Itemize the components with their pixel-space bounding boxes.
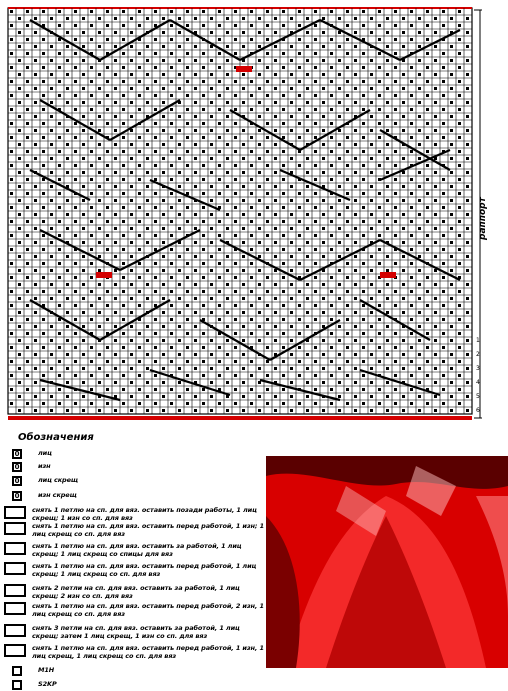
legend-item: [4, 449, 52, 459]
legend-text: лиц скрещ: [38, 476, 79, 484]
legend-item: [4, 476, 78, 486]
legend-item: [4, 542, 267, 558]
legend-symbol-icon: [4, 562, 26, 575]
row-number: 1: [476, 337, 480, 344]
row-number: 3: [476, 365, 480, 372]
legend-item: [4, 522, 267, 538]
legend-item: [4, 624, 267, 640]
legend-item: [4, 680, 57, 690]
legend-symbol-icon: [4, 602, 26, 615]
legend-item: [4, 602, 267, 618]
legend-symbol-icon: [12, 666, 22, 676]
legend-text: снять 1 петлю на сп. для вяз. оставить перед работой, 2 изн, 1 лиц скрещ со сп. для вяз: [32, 602, 264, 618]
legend-text: изн: [38, 462, 51, 470]
legend-symbol-icon: 0: [12, 491, 22, 501]
legend-symbol-icon: 0: [12, 449, 22, 459]
chart-bottom-edge: [8, 416, 472, 420]
legend-text: снять 2 петли на сп. для вяз. оставить за работой, 1 лиц скрещ; 2 изн со сп. для вяз: [32, 584, 240, 600]
legend-text: снять 1 петлю на сп. для вяз. оставить позади работы, 1 лиц скрещ; 1 изн со сп. для вяз: [32, 506, 257, 522]
legend-item: [4, 666, 54, 676]
knitted-sample-image: [266, 456, 508, 668]
legend-text: снять 1 петлю на сп. для вяз. оставить перед работой, 1 изн, 1 лиц скрещ, 1 лиц скрещ со сп. для вяз: [32, 644, 264, 660]
legend-item: [4, 506, 267, 522]
legend-item: [4, 491, 77, 501]
row-number: 5: [476, 393, 480, 400]
legend-text: S2KP: [38, 680, 57, 688]
row-number: 4: [476, 379, 480, 386]
legend-item: [4, 462, 51, 472]
knitted-sample-photo: [266, 456, 508, 668]
legend-item: [4, 562, 267, 578]
legend-symbol-icon: 0: [12, 462, 22, 472]
legend-item: [4, 644, 267, 660]
legend-text: лиц: [38, 449, 52, 457]
legend-symbol-icon: [4, 584, 26, 597]
legend-item: [4, 584, 267, 600]
legend-symbol-icon: [4, 506, 26, 519]
legend-symbol-icon: 0: [12, 476, 22, 486]
legend-text: изн скрещ: [38, 491, 77, 499]
legend-symbol-icon: [12, 680, 22, 690]
legend-title: Обозначения: [18, 432, 94, 443]
legend-symbol-icon: [4, 624, 26, 637]
legend-text: снять 1 петлю на сп. для вяз. оставить перед работой, 1 лиц скрещ; 1 лиц скрещ со сп. для вяз: [32, 562, 257, 578]
row-number: 6: [476, 407, 480, 414]
row-number: 2: [476, 351, 480, 358]
legend-text: снять 3 петли на сп. для вяз. оставить за работой, 1 лиц скрещ; затем 1 лиц скрещ, 1 изн со сп. для вяз: [32, 624, 240, 640]
legend-text: снять 1 петлю на сп. для вяз. оставить за работой, 1 лиц скрещ; 1 лиц скрещ со спицы для вяз: [32, 542, 242, 558]
legend-text: снять 1 петлю на сп. для вяз. оставить перед работой, 1 изн; 1 лиц скрещ со сп. для вяз: [32, 522, 265, 538]
legend-text: M1H: [38, 666, 55, 674]
legend-symbol-icon: [4, 644, 26, 657]
legend-symbol-icon: [4, 542, 26, 555]
rapport-label: раппорт: [478, 197, 488, 240]
legend-symbol-icon: [4, 522, 26, 535]
